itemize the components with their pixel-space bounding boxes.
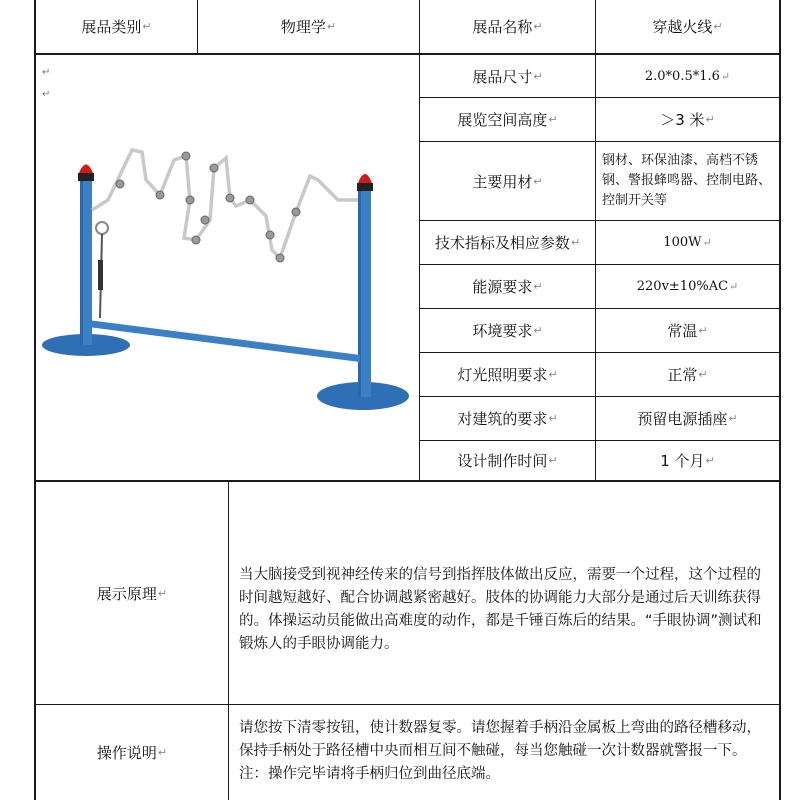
- principle-text-cell: [229, 482, 779, 704]
- spec-label-cell: [420, 98, 595, 141]
- spec-label-cell: [420, 441, 595, 480]
- spec-value-cell: [596, 221, 779, 264]
- spec-label-materials: 主要用材: [472, 172, 533, 191]
- category-label: 展品类别: [81, 18, 142, 36]
- spec-value-cell: [596, 142, 779, 220]
- category-label-cell: [36, 0, 197, 53]
- spec-value-tech-params: 100W: [663, 235, 702, 250]
- spec-value-lighting: 正常: [667, 366, 698, 384]
- spec-label-cell: [420, 142, 595, 220]
- photo-paragraph-marks: [42, 62, 50, 106]
- handle-grip: [98, 260, 103, 290]
- paragraph-mark: ↵: [705, 113, 715, 126]
- spec-label-space-height: 展览空间高度: [457, 111, 548, 129]
- paragraph-mark: ↵: [728, 412, 738, 425]
- paragraph-mark: ↵: [698, 368, 708, 381]
- spec-label-cell: [420, 221, 595, 264]
- spec-value-cell: [596, 397, 779, 440]
- name-value-cell: [596, 0, 779, 53]
- principle-label: 展示原理: [96, 584, 157, 603]
- operation-label-cell: [36, 705, 228, 800]
- name-value: 穿越火线: [652, 18, 713, 36]
- left-alarm-lamp: [79, 165, 93, 174]
- paragraph-mark: ↵: [533, 324, 543, 337]
- paragraph-mark: ↵: [42, 89, 51, 100]
- paragraph-mark: ↵: [702, 236, 712, 249]
- spec-label-cell: [420, 353, 595, 396]
- paragraph-mark: ↵: [713, 20, 723, 33]
- spec-value-production-time: 1 个月: [660, 452, 705, 470]
- curved-metal-path: [92, 150, 358, 258]
- paragraph-mark: ↵: [705, 454, 715, 467]
- spec-label-environment: 环境要求: [472, 322, 533, 340]
- spec-value-cell: [596, 265, 779, 308]
- right-alarm-lamp: [358, 174, 372, 183]
- category-value: 物理学: [280, 18, 326, 36]
- paragraph-mark: ↵: [548, 368, 558, 381]
- paragraph-mark: ↵: [548, 454, 558, 467]
- spec-value-cell: [596, 441, 779, 480]
- paragraph-mark: ↵: [533, 280, 543, 293]
- spec-label-building: 对建筑的要求: [457, 410, 548, 428]
- spec-label-cell: [420, 397, 595, 440]
- spec-label-size: 展品尺寸: [472, 67, 533, 86]
- handle-ring: [96, 222, 108, 234]
- exhibit-photo: [40, 140, 415, 430]
- spec-value-building: 预留电源插座: [637, 410, 728, 428]
- spec-value-space-height: ＞3 米: [660, 111, 705, 129]
- name-label: 展品名称: [472, 18, 533, 36]
- category-value-cell: [198, 0, 419, 53]
- spec-label-cell: [420, 55, 595, 97]
- paragraph-mark: ↵: [698, 324, 708, 337]
- spec-label-cell: [420, 265, 595, 308]
- name-label-cell: [420, 0, 595, 53]
- spec-value-cell: [596, 98, 779, 141]
- spec-value-power: 220v±10%AC: [636, 279, 729, 294]
- paragraph-mark: ↵: [720, 69, 731, 83]
- operation-label: 操作说明: [96, 744, 157, 762]
- paragraph-mark: ↵: [729, 280, 739, 293]
- spec-label-lighting: 灯光照明要求: [457, 366, 548, 384]
- paragraph-mark: ↵: [42, 67, 51, 78]
- spec-value-size: 2.0*0.5*1.6: [644, 68, 720, 84]
- spec-label-production-time: 设计制作时间: [457, 452, 548, 470]
- principle-text: 当大脑接受到视神经传来的信号到指挥肢体做出反应，需要一个过程，这个过程的时间越短越好、配合协调越紧密越好。肢体的协调能力大部分是通过后天训练获得的。体操运动员能做出高难度的动作，都是千锤百炼后的结果。“手眼协调”测试和锻炼人的手眼协调能力。: [239, 567, 762, 652]
- principle-label-cell: [36, 482, 228, 704]
- paragraph-mark: ↵: [533, 174, 543, 188]
- grid-line: [779, 0, 781, 800]
- spec-value-materials: 钢材、环保油漆、高档不锈钢、警报蜂鸣器、控制电路、控制开关等: [602, 153, 772, 208]
- operation-text-cell: [229, 705, 779, 800]
- paragraph-mark: ↵: [157, 746, 168, 759]
- paragraph-mark: ↵: [157, 586, 168, 600]
- paragraph-mark: ↵: [570, 236, 581, 249]
- spec-label-tech-params: 技术指标及相应参数: [434, 234, 570, 252]
- spec-value-cell: [596, 55, 779, 97]
- paragraph-mark: ↵: [533, 69, 543, 83]
- paragraph-mark: ↵: [326, 20, 337, 33]
- spec-label-power: 能源要求: [472, 278, 533, 296]
- paragraph-mark: ↵: [548, 113, 558, 126]
- paragraph-mark: ↵: [142, 20, 152, 33]
- spec-value-environment: 常温: [667, 322, 698, 340]
- paragraph-mark: ↵: [533, 20, 543, 33]
- cross-bar: [88, 320, 360, 362]
- spec-label-cell: [420, 309, 595, 352]
- paragraph-mark: ↵: [548, 412, 558, 425]
- spec-value-cell: [596, 353, 779, 396]
- spec-value-cell: [596, 309, 779, 352]
- operation-text: 请您按下清零按钮，使计数器复零。请您握着手柄沿金属板上弯曲的路径槽移动，保持手柄处于路径槽中央而相互间不触碰，每当您触碰一次计数器就警报一下。注：操作完毕请将手柄归位到曲径底端。: [239, 720, 761, 782]
